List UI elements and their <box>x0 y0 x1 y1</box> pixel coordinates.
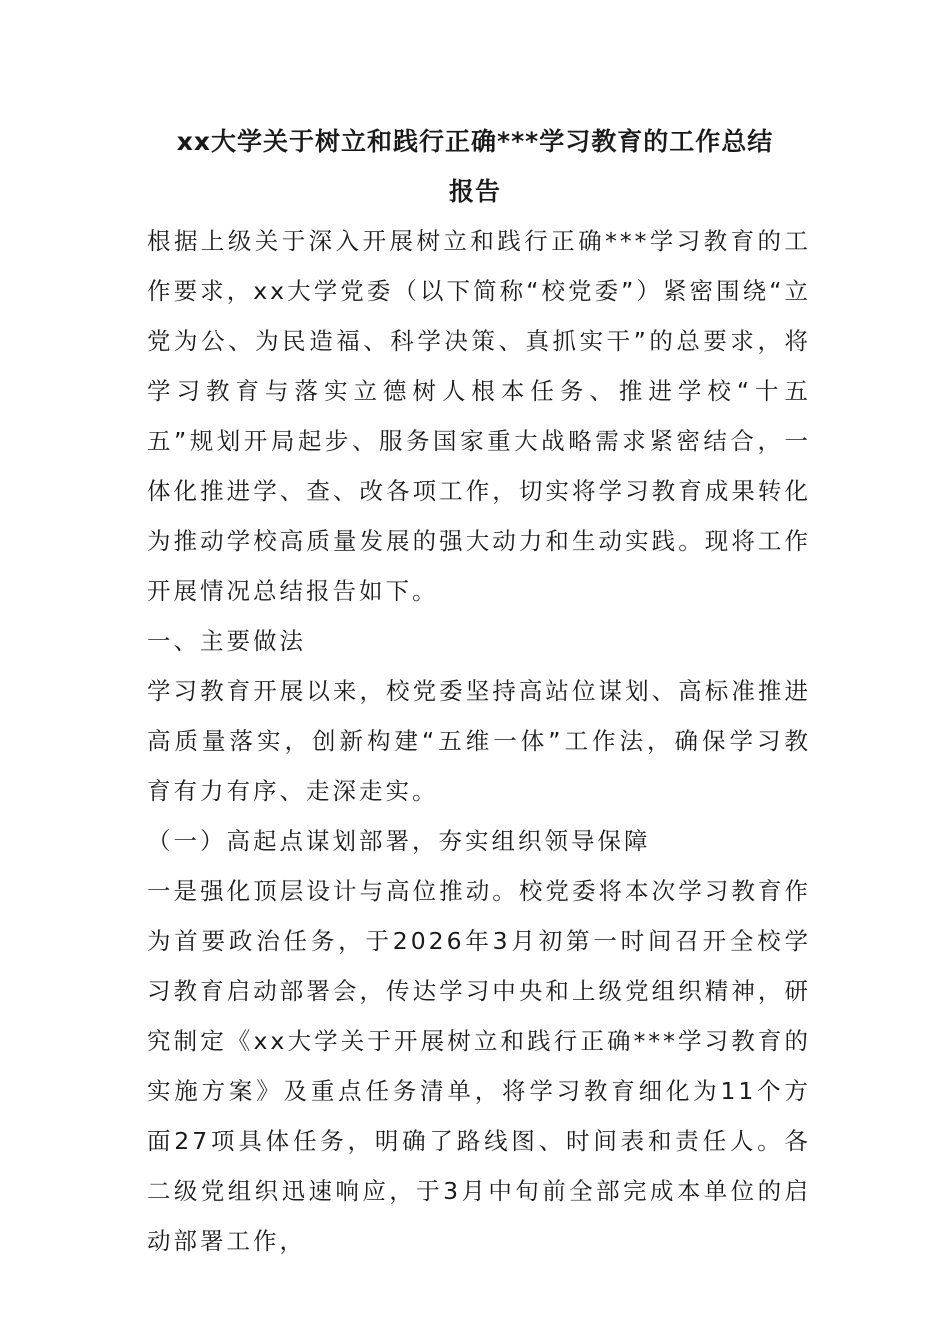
section-heading-main-practices: 一、主要做法 <box>147 627 306 655</box>
document-body <box>147 216 811 1266</box>
section-intro-paragraph: 学习教育开展以来，校党委坚持高站位谋划、高标准推进高质量落实，创新构建“五维一体”工作法，确保学习教育有力有序、走深走实。 <box>147 677 811 805</box>
subsection-heading-1: （一）高起点谋划部署，夯实组织领导保障 <box>147 827 651 855</box>
document-title-line-1: xx大学关于树立和践行正确***学习教育的工作总结 <box>176 127 774 156</box>
document-title-line-2: 报告 <box>448 177 501 206</box>
body-paragraph-1: 一是强化顶层设计与高位推动。校党委将本次学习教育作为首要政治任务，于2026年3月初第一时间召开全校学习教育启动部署会，传达学习中央和上级党组织精神，研究制定《xx大学关于开展树立和践行正确***学习教育的实施方案》及重点任务清单，将学习教育细化为11个方面27项具体任务，明确了路线图、时间表和责任人。各二级党组织迅速响应，于3月中旬前全部完成本单位的启动部署工作， <box>147 877 811 1255</box>
intro-paragraph: 根据上级关于深入开展树立和践行正确***学习教育的工作要求，xx大学党委（以下简称“校党委”）紧密围绕“立党为公、为民造福、科学决策、真抓实干”的总要求，将学习教育与落实立德树人根本任务、推进学校“十五五”规划开局起步、服务国家重大战略需求紧密结合，一体化推进学、查、改各项工作，切实将学习教育成果转化为推动学校高质量发展的强大动力和生动实践。现将工作开展情况总结报告如下。 <box>147 227 811 605</box>
